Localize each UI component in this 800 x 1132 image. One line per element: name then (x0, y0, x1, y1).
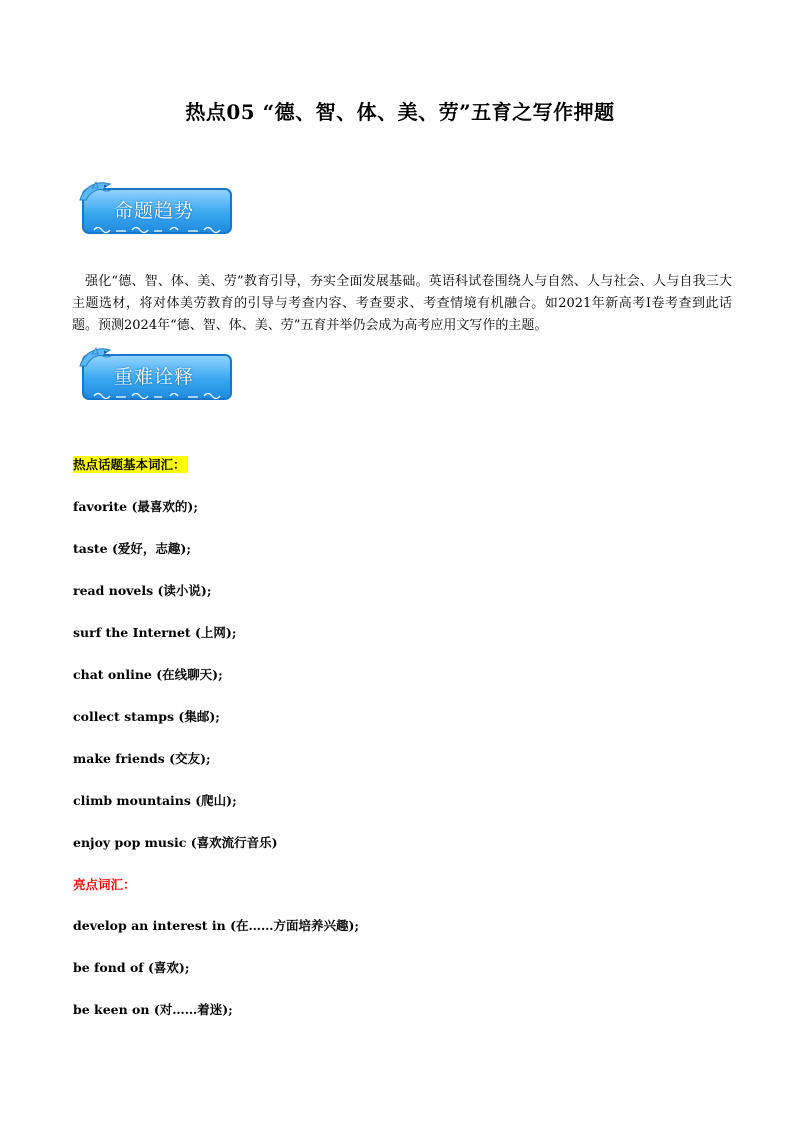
list-item: favorite (最喜欢的); (73, 499, 198, 514)
dolphin-icon (76, 344, 116, 374)
explain-banner (76, 344, 238, 408)
banner-label: 重难诠释 (114, 366, 195, 388)
basic-vocab-heading-text: 热点话题基本词汇： (73, 457, 186, 472)
list-item: be fond of (喜欢); (73, 960, 190, 975)
list-item: climb mountains (爬山); (73, 793, 237, 808)
wave-decoration-icon (92, 390, 230, 400)
list-item: taste (爱好，志趣); (73, 541, 191, 556)
list-item: collect stamps (集邮); (73, 709, 220, 724)
page-title: 热点05 “德、智、体、美、劳”五育之写作押题 (185, 100, 615, 124)
dolphin-icon (76, 178, 116, 208)
list-item: make friends (交友); (73, 751, 211, 766)
basic-vocab-heading (73, 455, 188, 473)
trend-banner (76, 178, 238, 242)
list-item: chat online (在线聊天); (73, 667, 223, 682)
list-item: surf the Internet (上网); (73, 625, 237, 640)
list-item: enjoy pop music (喜欢流行音乐) (73, 835, 278, 850)
list-item: develop an interest in (在……方面培养兴趣); (73, 918, 360, 933)
banner-label: 命题趋势 (114, 200, 195, 222)
highlight-vocab-heading: 亮点词汇： (73, 877, 136, 892)
wave-decoration-icon (92, 224, 230, 234)
intro-paragraph: 强化“德、智、体、美、劳”教育引导，夯实全面发展基础。英语科试卷围绕人与自然、人与社会、人与自我三大主题选材，将对体美劳教育的引导与考查内容、考查要求、考查情境有机融合。如2021年新高考I卷考查到此话题。预测2024年“德、智、体、美、劳”五育并举仍会成为高考应用文写作的主题。 (72, 274, 732, 333)
list-item: be keen on (对……着迷); (73, 1002, 233, 1017)
list-item: read novels (读小说); (73, 583, 212, 598)
